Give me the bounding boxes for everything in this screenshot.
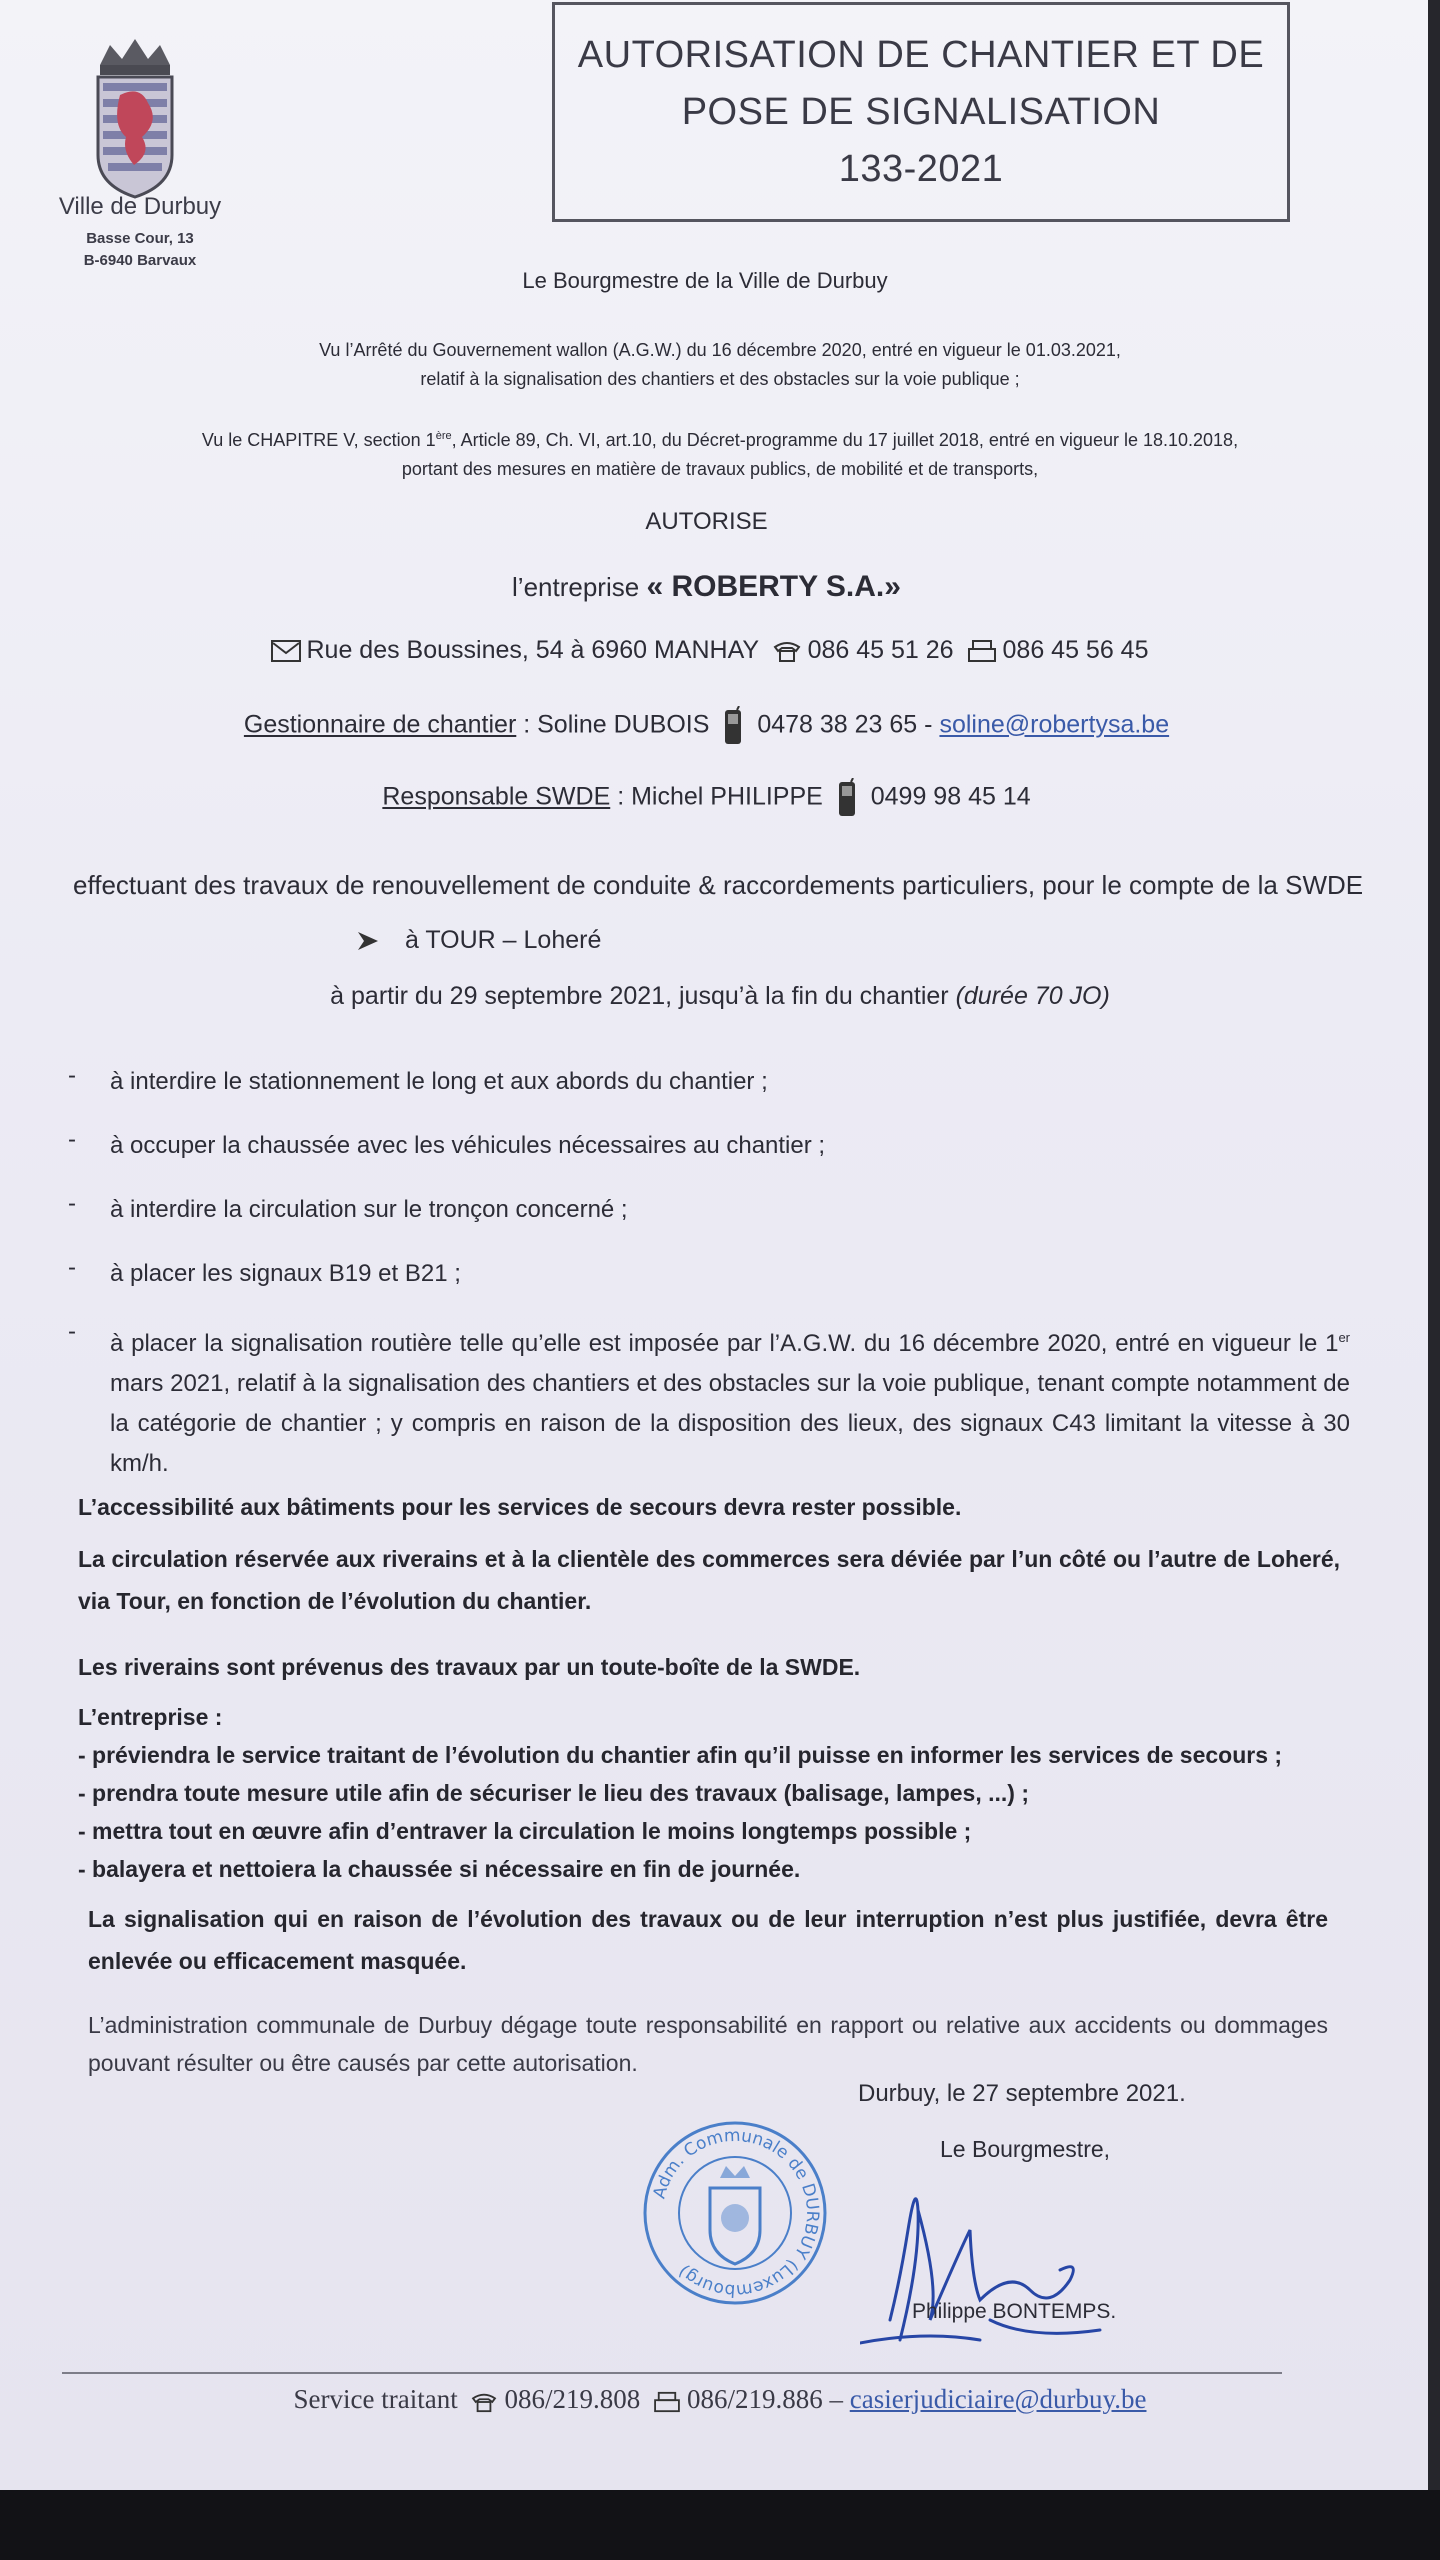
- arrow-bullet-icon: [356, 930, 380, 952]
- legal-basis-agw: [0, 336, 1428, 394]
- mobile-phone-icon: [836, 778, 858, 818]
- swde-manager-phone: 0499 98 45 14: [870, 782, 1031, 811]
- site-manager-name: : Soline DUBOIS: [523, 710, 710, 739]
- measure5-text-a: à placer la signalisation routière telle qu’elle est imposée par l’A.G.W. du 16 décembre 2020, entré en vigueur le 1: [110, 1330, 1339, 1357]
- footer-fax: 086/219.886 –: [686, 2384, 843, 2414]
- signature-date: Durbuy, le 27 septembre 2021.: [858, 2080, 1186, 2107]
- measure-text: à interdire le stationnement le long et aux abords du chantier ;: [110, 1068, 768, 1095]
- company-prefix: l’entreprise: [512, 572, 640, 602]
- footer-phone: 086/219.808: [504, 2384, 641, 2414]
- legal-basis-decree: [0, 422, 1428, 484]
- measure-text: à placer les signaux B19 et B21 ;: [110, 1260, 461, 1287]
- footer-contact: [0, 2384, 1428, 2415]
- measure-text: [110, 1318, 1350, 1484]
- site-manager-line: [0, 706, 1413, 746]
- municipal-stamp: [640, 2118, 830, 2308]
- legal-basis-agw-line2: relatif à la signalisation des chantiers et des obstacles sur la voie publique ;: [420, 369, 1020, 389]
- measure-text: à interdire la circulation sur le tronçon concerné ;: [110, 1196, 628, 1223]
- works-location-text: à TOUR – Loheré: [404, 926, 602, 954]
- company-name: « ROBERTY S.A.»: [646, 570, 901, 603]
- title-line-2: POSE DE SIGNALISATION: [681, 90, 1161, 133]
- swde-manager-label: Responsable SWDE: [382, 782, 611, 811]
- list-item: [68, 1126, 1350, 1166]
- legal-basis-decree-line1: [0, 422, 1428, 455]
- phone-icon: [470, 2391, 498, 2413]
- list-dash: -: [68, 1190, 76, 1217]
- mobile-phone-icon: [722, 706, 744, 746]
- list-dash: -: [68, 1254, 76, 1281]
- list-item: [68, 1254, 1350, 1294]
- city-address: [0, 228, 280, 272]
- signatory-role: Le Bourgmestre,: [940, 2136, 1111, 2162]
- list-item: [68, 1318, 1350, 1484]
- list-item: - préviendra le service traitant de l’évolution du chantier afin qu’il puisse en informer les services de secours ;: [78, 1742, 1283, 1768]
- city-address-line1: Basse Cour, 13: [86, 230, 194, 247]
- company-obligations: [78, 1698, 1340, 1888]
- works-duration: (durée 70 JO): [955, 982, 1110, 1010]
- issuer-heading: Le Bourgmestre de la Ville de Durbuy: [522, 268, 888, 293]
- list-item: [68, 1190, 1350, 1230]
- fax-icon: [653, 2391, 681, 2413]
- city-name: Ville de Durbuy: [58, 193, 222, 220]
- footer-email-link[interactable]: casierjudiciaire@durbuy.be: [849, 2384, 1147, 2414]
- company-fax: 086 45 56 45: [1002, 636, 1149, 664]
- works-period-text: à partir du 29 septembre 2021, jusqu’à la fin du chantier: [330, 982, 949, 1010]
- fax-icon: [967, 639, 997, 663]
- measure5-text-b: mars 2021, relatif à la signalisation des chantiers et des obstacles sur la voie publique, tenant compte notamment de la catégorie de chantier ; y compris en raison de la disposition des lieux, des signaux C43 limitant la vitesse à 30 km/h.: [110, 1370, 1350, 1477]
- legal-basis-decree-line2: portant des mesures en matière de travaux publics, de mobilité et de transports,: [401, 459, 1039, 479]
- works-period: [0, 982, 1428, 1011]
- photo-edge-bottom: [0, 2490, 1440, 2560]
- measure5-superscript: er: [1338, 1330, 1350, 1345]
- document-title-box: [552, 2, 1290, 222]
- authorization-number: 133-2021: [838, 147, 1004, 190]
- residents-condition: Les riverains sont prévenus des travaux par un toute-boîte de la SWDE.: [78, 1654, 861, 1680]
- list-item: - prendra toute mesure utile afin de sécuriser le lieu des travaux (balisage, lampes, ...) ;: [78, 1780, 1029, 1806]
- liability-disclaimer: L’administration communale de Durbuy dégage toute responsabilité en rapport ou relative aux accidents ou dommages pouvant résulter ou être causés par cette autorisation.: [88, 2012, 1328, 2076]
- photo-edge-right: [1428, 0, 1440, 2490]
- swde-manager-line: [0, 778, 1413, 818]
- site-manager-label: Gestionnaire de chantier: [243, 710, 517, 739]
- access-condition: L’accessibilité aux bâtiments pour les services de secours devra rester possible.: [78, 1494, 962, 1520]
- company-address: Rue des Boussines, 54 à 6960 MANHAY: [306, 636, 759, 664]
- company-contact: [0, 636, 1413, 665]
- decree-superscript: ère: [435, 430, 452, 442]
- list-dash: -: [68, 1062, 76, 1089]
- city-address-line2: B-6940 Barvaux: [83, 252, 197, 269]
- circulation-condition: La circulation réservée aux riverains et à la clientèle des commerces sera déviée par l’un côté ou l’autre de Loheré, via Tour, en fonction de l’évolution du chantier.: [78, 1546, 1340, 1614]
- site-manager-email-link[interactable]: soline@robertysa.be: [939, 710, 1170, 739]
- list-item: - mettra tout en œuvre afin d’entraver la circulation le moins longtemps possible ;: [78, 1818, 972, 1844]
- footer-divider: [62, 2372, 1282, 2374]
- company-obligations-title: L’entreprise :: [78, 1704, 223, 1730]
- works-description: effectuant des travaux de renouvellement de conduite & raccordements particuliers, pour le compte de la SWDE: [73, 870, 1364, 900]
- list-item: [68, 1062, 1350, 1102]
- swde-manager-name: : Michel PHILIPPE: [617, 782, 823, 811]
- stamp-text: Adm. Communale de DURBUY (Luxembourg): [649, 2125, 823, 2301]
- signage-removal-condition: La signalisation qui en raison de l’évolution des travaux ou de leur interruption n’est plus justifiée, devra être enlevée ou efficacement masquée.: [88, 1906, 1328, 1974]
- list-item: - balayera et nettoiera la chaussée si nécessaire en fin de journée.: [78, 1856, 801, 1882]
- works-location: [350, 926, 601, 955]
- list-dash: -: [68, 1318, 76, 1345]
- footer-label: Service traitant: [293, 2384, 458, 2414]
- decree-text-b: , Article 89, Ch. VI, art.10, du Décret-programme du 17 juillet 2018, entré en vigueur le 18.10.2018,: [451, 430, 1239, 450]
- company-phone: 086 45 51 26: [807, 636, 954, 664]
- measure-text: à occuper la chaussée avec les véhicules nécessaires au chantier ;: [110, 1132, 826, 1159]
- list-dash: -: [68, 1126, 76, 1153]
- phone-icon: [772, 639, 802, 663]
- measures-list: [68, 1062, 1350, 1508]
- decree-text-a: Vu le CHAPITRE V, section 1: [201, 430, 436, 450]
- authorizes-heading: AUTORISE: [645, 508, 768, 535]
- legal-basis-agw-line1: Vu l’Arrêté du Gouvernement wallon (A.G.W.) du 16 décembre 2020, entré en vigueur le 01.03.2021,: [319, 340, 1121, 360]
- title-line-1: AUTORISATION DE CHANTIER ET DE: [577, 33, 1265, 76]
- site-manager-phone: 0478 38 23 65 -: [757, 710, 933, 739]
- company-line: [0, 570, 1413, 604]
- signatory-name: Philippe BONTEMPS.: [912, 2300, 1117, 2323]
- letter-icon: [271, 639, 301, 663]
